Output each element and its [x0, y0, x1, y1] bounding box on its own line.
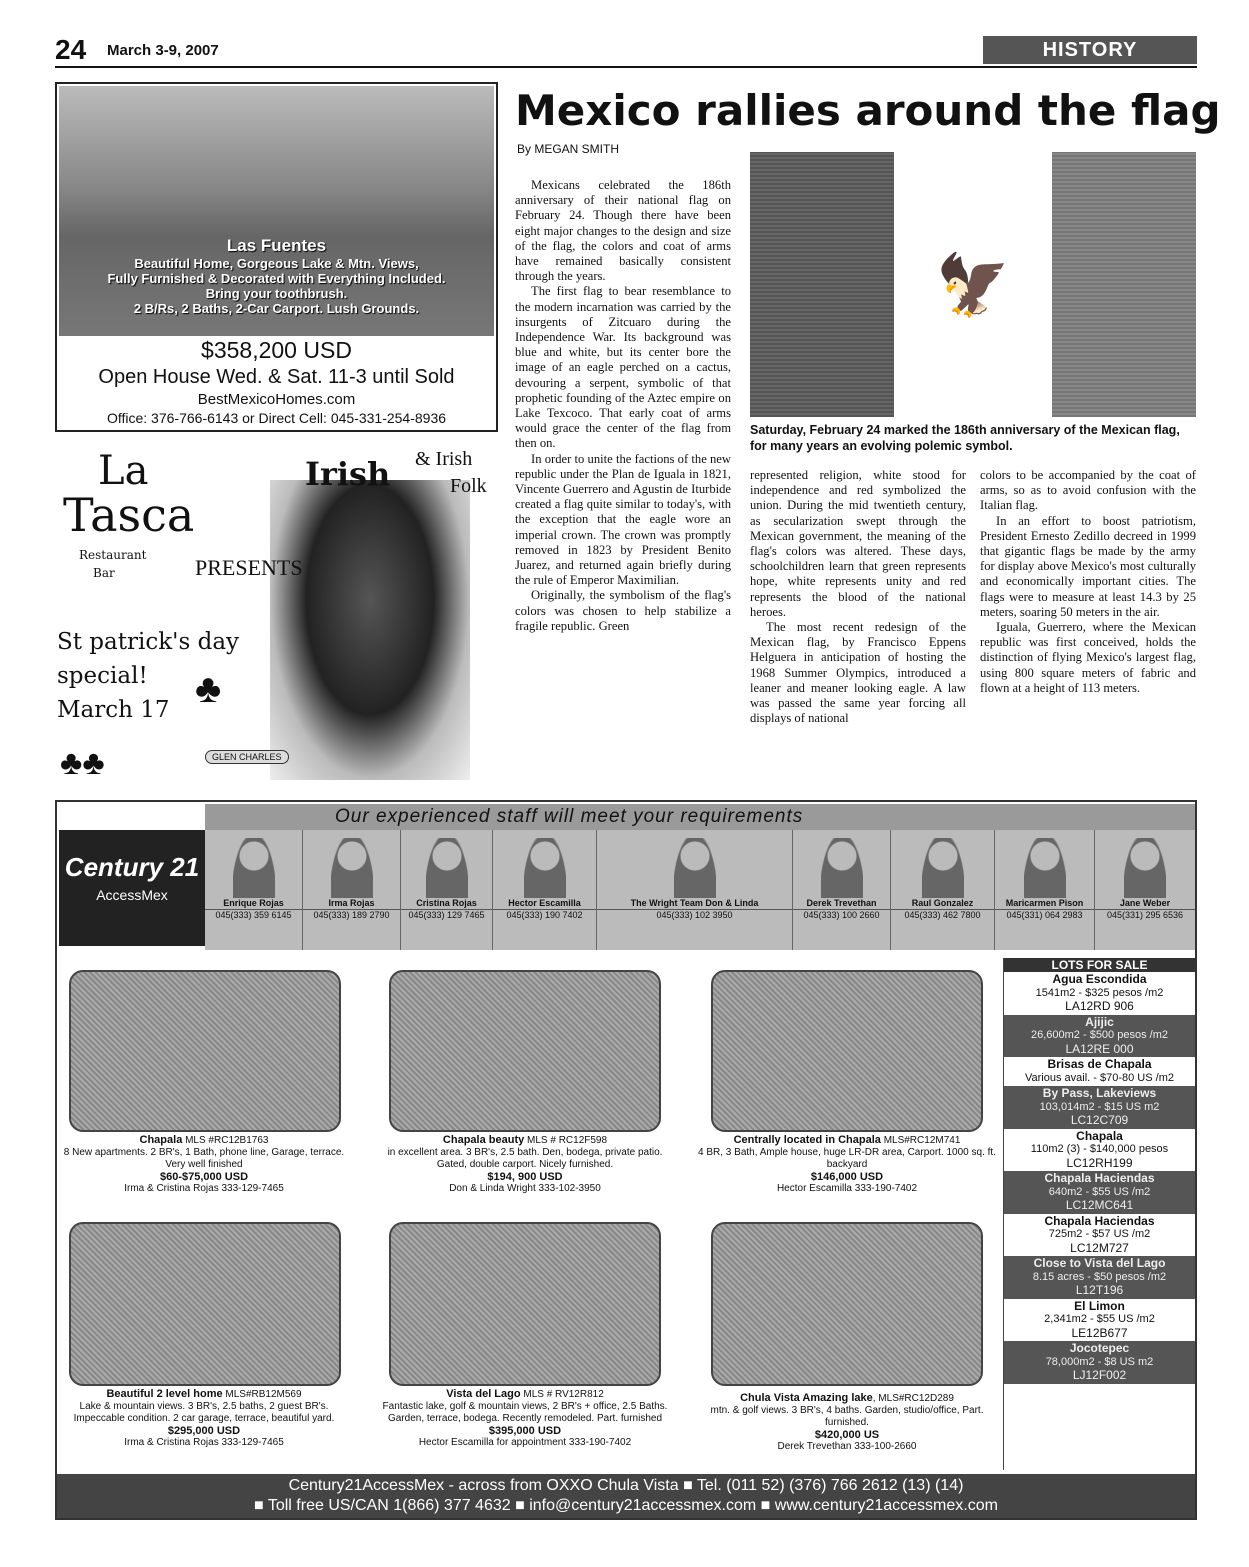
ad-phones: Office: 376-766-6143 or Direct Cell: 045-331-254-8936: [106, 410, 447, 426]
agent-row: [205, 830, 1195, 950]
shamrock-icon: ♣: [195, 666, 222, 711]
article-title: Mexico rallies around the flag: [515, 86, 1221, 135]
ad-line: Fully Furnished & Decorated with Everything Included.: [107, 271, 446, 286]
agent-card: The Wright Team Don & Linda 045(333) 102 3950: [597, 830, 793, 950]
lot-item: Chapala Haciendas 725m2 - $57 US /m2 LC12M727: [1044, 1213, 1155, 1255]
paragraph: represented religion, white stood for independence and red symbolized the union. During the mid twentieth century, as secularization swept through the Mexican government, the meaning of the flag's colors was altered. These days, schoolchildren learn that green represents hope, white represents unity and red represents the blood of the national heroes.: [750, 468, 966, 619]
house-photo: [59, 86, 494, 336]
performer-name: GLEN CHARLES: [205, 750, 289, 764]
lot-item: Close to Vista del Lago 8.15 acres - $50 pesos /m2 L12T196: [1004, 1256, 1195, 1299]
footer-line: Century21AccessMex - across from OXXO Chula Vista ■ Tel. (011 52) (376) 766 2612 (13) (14): [288, 1477, 964, 1494]
performer-photo: [270, 480, 470, 780]
lot-item: Jocotepec 78,000m2 - $8 US m2 LJ12F002: [1004, 1341, 1195, 1384]
lots-title: LOTS FOR SALE: [1004, 958, 1195, 972]
paragraph: Originally, the symbolism of the flag's colors was chosen to help stabilize a fragile republic. Green: [515, 588, 731, 633]
st-patricks-special: St patrick's day special! March 17: [57, 629, 240, 723]
flag-photo: [750, 152, 1196, 417]
ad-line: 2 B/Rs, 2 Baths, 2-Car Carport. Lush Grounds.: [133, 301, 420, 316]
paragraph: Mexicans celebrated the 186th anniversary of their national flag on February 24. Though there have been eight major changes to the design and size of the flag, the colors and coat of arms have remained basically consistent through the years.: [515, 178, 731, 284]
lots-for-sale: [1003, 958, 1195, 1470]
irish-sub: & Irish: [415, 448, 473, 470]
ad-line: Bring your toothbrush.: [205, 286, 348, 301]
ad-footer: [57, 1474, 1195, 1518]
listing-photo: [69, 1222, 341, 1386]
agent-card: Jane Weber 045(331) 295 6536: [1095, 830, 1195, 950]
article-column-2: [750, 468, 966, 794]
agent-card: Maricarmen Pison 045(331) 064 2983: [995, 830, 1095, 950]
section-label: HISTORY: [983, 36, 1197, 64]
paragraph: The most recent redesign of the Mexican flag, by Francisco Eppens Helguera in anticipation of hosting the 1968 Summer Olympics, introduced a leaner and meaner looking eagle. A law was passed the same year forcing all displays of national: [750, 620, 966, 726]
page-header: [55, 34, 1197, 68]
ad-line: Beautiful Home, Gorgeous Lake & Mtn. Views,: [134, 256, 419, 271]
lot-item: Ajijic 26,600m2 - $500 pesos /m2 LA12RE 000: [1004, 1015, 1195, 1058]
page-number: 24: [55, 34, 87, 65]
listing: Centrally located in Chapala MLS#RC12M741 4 BR, 3 Bath, Ample house, huge LR-DR area, Carport. 1000 sq. ft. backyard $146,000 USD Hector Escamilla 333-190-7402: [698, 1134, 996, 1194]
lot-item: Chapala Haciendas 640m2 - $55 US /m2 LC12MC641: [1004, 1171, 1195, 1214]
presents-label: PRESENTS: [195, 555, 303, 580]
paragraph: colors to be accompanied by the coat of arms, so as to avoid confusion with the Italian flag.: [980, 468, 1196, 513]
listing: Chapala MLS #RC12B1763 8 New apartments. 2 BR's, 1 Bath, phone line, Garage, terrace. Very well finished $60-$75,000 USD Irma & Cristina Rojas 333-129-7465: [63, 1134, 345, 1194]
lot-item: Chapala 110m2 (3) - $140,000 pesos LC12RH199: [1030, 1128, 1169, 1170]
las-fuentes-ad: [55, 82, 498, 432]
footer-line[interactable]: ■ Toll free US/CAN 1(866) 377 4632 ■ info@century21accessmex.com ■ www.century21accessmex.com: [254, 1497, 998, 1514]
listing-photo: [69, 970, 341, 1132]
listing: Beautiful 2 level home MLS#RB12M569 Lake & mountain views. 3 BR's, 2.5 baths, 2 guest BR's. Impeccable condition. 2 car garage, terrace, beautiful yard. $295,000 USD Irma & Cristina Rojas 333-129-7465: [73, 1388, 335, 1448]
byline: By MEGAN SMITH: [517, 142, 620, 156]
issue-date: March 3-9, 2007: [107, 42, 219, 59]
ad-price: $358,200 USD: [201, 337, 352, 363]
paragraph: In an effort to boost patriotism, President Ernesto Zedillo decreed in 1999 that gigantic flags be made by the army for display above Mexico's most culturally and economically important cities. The flags were to measure at least 14.3 by 25 meters, soaring 50 meters in the air.: [980, 513, 1196, 619]
agent-card: Derek Trevethan 045(333) 100 2660: [793, 830, 891, 950]
agent-card: Cristina Rojas 045(333) 129 7465: [401, 830, 493, 950]
lot-item: By Pass, Lakeviews 103,014m2 - $15 US m2 LC12C709: [1004, 1086, 1195, 1129]
paragraph: The first flag to bear resemblance to the modern incarnation was carried by the insurgents of Zitcuaro during the Independence War. Its background was blue and white, but its center bore the image of an eagle perched on a cactus, devouring a serpent, symbolic of that prophetic founding of the Aztec empire on Lake Texcoco. That early coat of arms would grace the center of the flag from then on.: [515, 284, 731, 451]
agent-card: Irma Rojas 045(333) 189 2790: [303, 830, 401, 950]
article-column-1: [515, 178, 731, 796]
folk-label: Folk: [450, 475, 487, 497]
listing-photo: [389, 970, 661, 1132]
paragraph: Iguala, Guerrero, where the Mexican republic was first conceived, holds the distinction of flying Mexico's largest flag, using 800 square meters of fabric and flown at a height of 113 meters.: [980, 620, 1196, 695]
lot-item: Agua Escondida 1541m2 - $325 pesos /m2 LA12RD 906: [1035, 972, 1164, 1013]
article-column-3: [980, 468, 1196, 794]
century21-ad: [55, 800, 1197, 1520]
listing: Chapala beauty MLS # RC12F598 in excellent area. 3 BR's, 2.5 bath. Den, bodega, private patio. Gated, double carport. Nicely furnished. $194, 900 USD Don & Linda Wright 333-102-3950: [387, 1134, 663, 1194]
staff-banner: Our experienced staff will meet your requirements: [205, 804, 1195, 830]
lot-item: El Limon 2,341m2 - $55 US /m2 LE12B677: [1044, 1298, 1155, 1340]
listing-photo: [711, 970, 983, 1132]
agent-card: Enrique Rojas 045(333) 359 6145: [205, 830, 303, 950]
lot-item: Brisas de Chapala Various avail. - $70-80 US /m2: [1025, 1057, 1174, 1084]
eagle-icon: 🦅: [935, 252, 1011, 318]
listing-photo: [389, 1222, 661, 1386]
shamrock-icon: ♣♣: [60, 745, 105, 782]
la-tasca-logo: La Tasca Restaurant Bar: [63, 448, 195, 580]
agent-card: Hector Escamilla 045(333) 190 7402: [493, 830, 597, 950]
listing-photo: [711, 1222, 983, 1386]
irish-title: Irish: [305, 455, 391, 493]
century21-logo: Century 21 AccessMex: [59, 830, 205, 946]
paragraph: In order to unite the factions of the new republic under the Plan de Iguala in 1821, Vincente Guerrero and Agustin de Iturbide created a flag quite similar to today's, with the exception that the eagle wore an imperial crown. The crown was promptly removed in 1823 by President Benito Juarez, and returned again briefly during the rule of Emperor Maximilian.: [515, 451, 731, 588]
la-tasca-ad: [55, 440, 498, 795]
ad-name: Las Fuentes: [226, 236, 327, 255]
ad-website[interactable]: BestMexicoHomes.com: [197, 391, 356, 408]
open-house: Open House Wed. & Sat. 11-3 until Sold: [98, 366, 455, 388]
agent-card: Raul Gonzalez 045(333) 462 7800: [891, 830, 995, 950]
listing: Vista del Lago MLS # RV12R812 Fantastic lake, golf & mountain views, 2 BR's + office, 2.5 Baths. Garden, terrace, bodega. Recently remodeled. Part. furnished $395,000 USD Hector Escamilla for appointment 333-190-7402: [382, 1388, 668, 1448]
photo-caption: Saturday, February 24 marked the 186th anniversary of the Mexican flag, for many years an evolving polemic symbol.: [750, 423, 1180, 453]
listing: Chula Vista Amazing lake, MLS#RC12D289 mtn. & golf views. 3 BR's, 4 baths. Garden, studio/office, Part. furnished. $420,000 US Derek Trevethan 333-100-2660: [710, 1392, 984, 1452]
